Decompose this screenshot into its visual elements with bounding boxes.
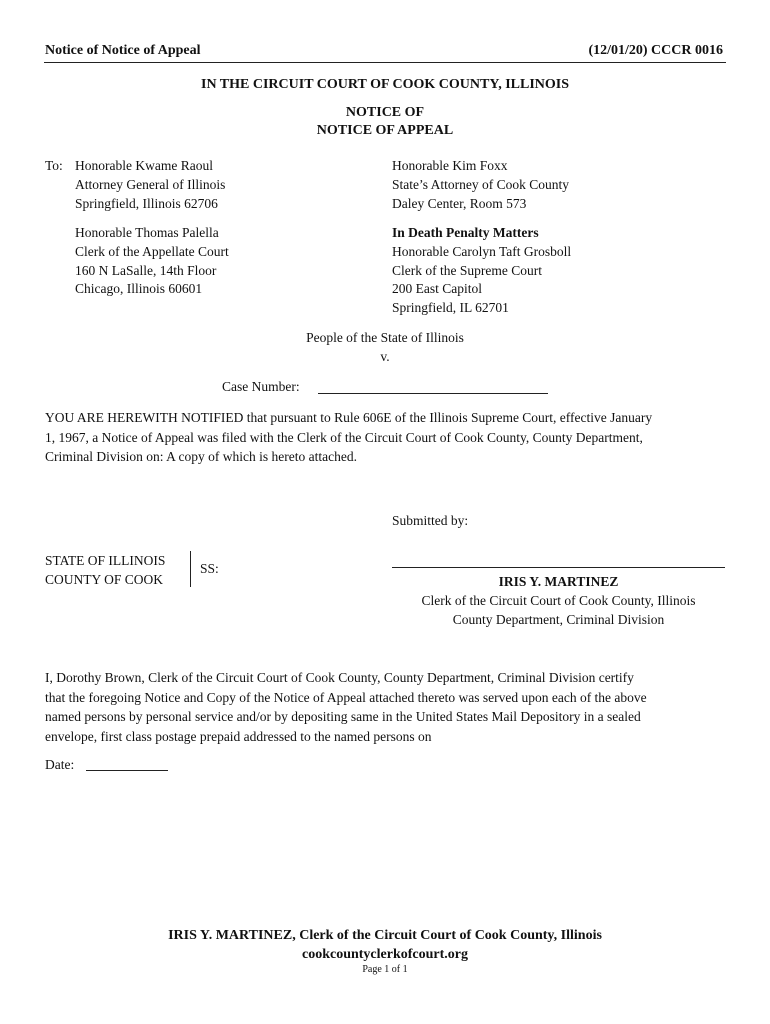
form-title: Notice of Notice of Appeal [45,43,201,58]
recipient-attorney-general: Honorable Kwame Raoul Attorney General of Illinois Springfield, Illinois 62706 [75,158,226,211]
header-rule [44,62,726,63]
court-heading: IN THE CIRCUIT COURT OF COOK COUNTY, ILLINOIS [201,77,569,92]
ss-label: SS: [200,561,219,576]
notice-title-line1: NOTICE OF [345,105,425,120]
footer-website: cookcountyclerkofcourt.org [301,947,469,962]
to-label: To: [45,158,63,173]
caption-versus: v. [380,349,390,364]
death-penalty-heading: In Death Penalty Matters [392,225,539,240]
caption-people: People of the State of Illinois [306,330,464,345]
date-label: Date: [45,757,75,772]
venue-block: STATE OF ILLINOIS COUNTY OF COOK [45,553,166,587]
signer-name: IRIS Y. MARTINEZ [498,574,619,589]
form-number: (12/01/20) CCCR 0016 [588,43,723,58]
date-field[interactable] [86,770,168,771]
signer-department: County Department, Criminal Division [452,612,665,627]
notice-title-line2: NOTICE OF APPEAL [316,123,454,138]
footer-clerk: IRIS Y. MARTINEZ, Clerk of the Circuit Court of Cook County, Illinois [168,928,602,943]
recipient-appellate-clerk: Honorable Thomas Palella Clerk of the Appellate Court 160 N LaSalle, 14th Floor Chicago, Illinois 60601 [75,225,229,297]
certification-paragraph: I, Dorothy Brown, Clerk of the Circuit Court of Cook County, County Department, Criminal Division certify that the foregoing Notice and Copy of the Notice of Appeal attached thereto was served upon each of the above named persons by personal service and/or by depositing same in the United States Mail Depository in a sealed envelope, first class postage prepaid addressed to the named persons on [45,670,647,744]
recipient-supreme-court-clerk: In Death Penalty Matters Honorable Carolyn Taft Grosboll Clerk of the Supreme Court 200 East Capitol Springfield, IL 62701 [392,225,572,316]
submitted-by-label: Submitted by: [392,513,469,528]
case-number-label: Case Number: [222,379,300,394]
venue-bracket [190,551,191,587]
signature-line[interactable] [392,567,725,568]
recipient-states-attorney: Honorable Kim Foxx State’s Attorney of Cook County Daley Center, Room 573 [392,158,569,211]
signer-title: Clerk of the Circuit Court of Cook County, Illinois [421,593,696,608]
notice-paragraph: YOU ARE HEREWITH NOTIFIED that pursuant to Rule 606E of the Illinois Supreme Court, effective January 1, 1967, a Notice of Appeal was filed with the Clerk of the Circuit Court of Cook County, County Department, Criminal Division on: A copy of which is hereto attached. [45,410,653,464]
case-number-field[interactable] [318,393,548,394]
page-number: Page 1 of 1 [362,964,408,975]
